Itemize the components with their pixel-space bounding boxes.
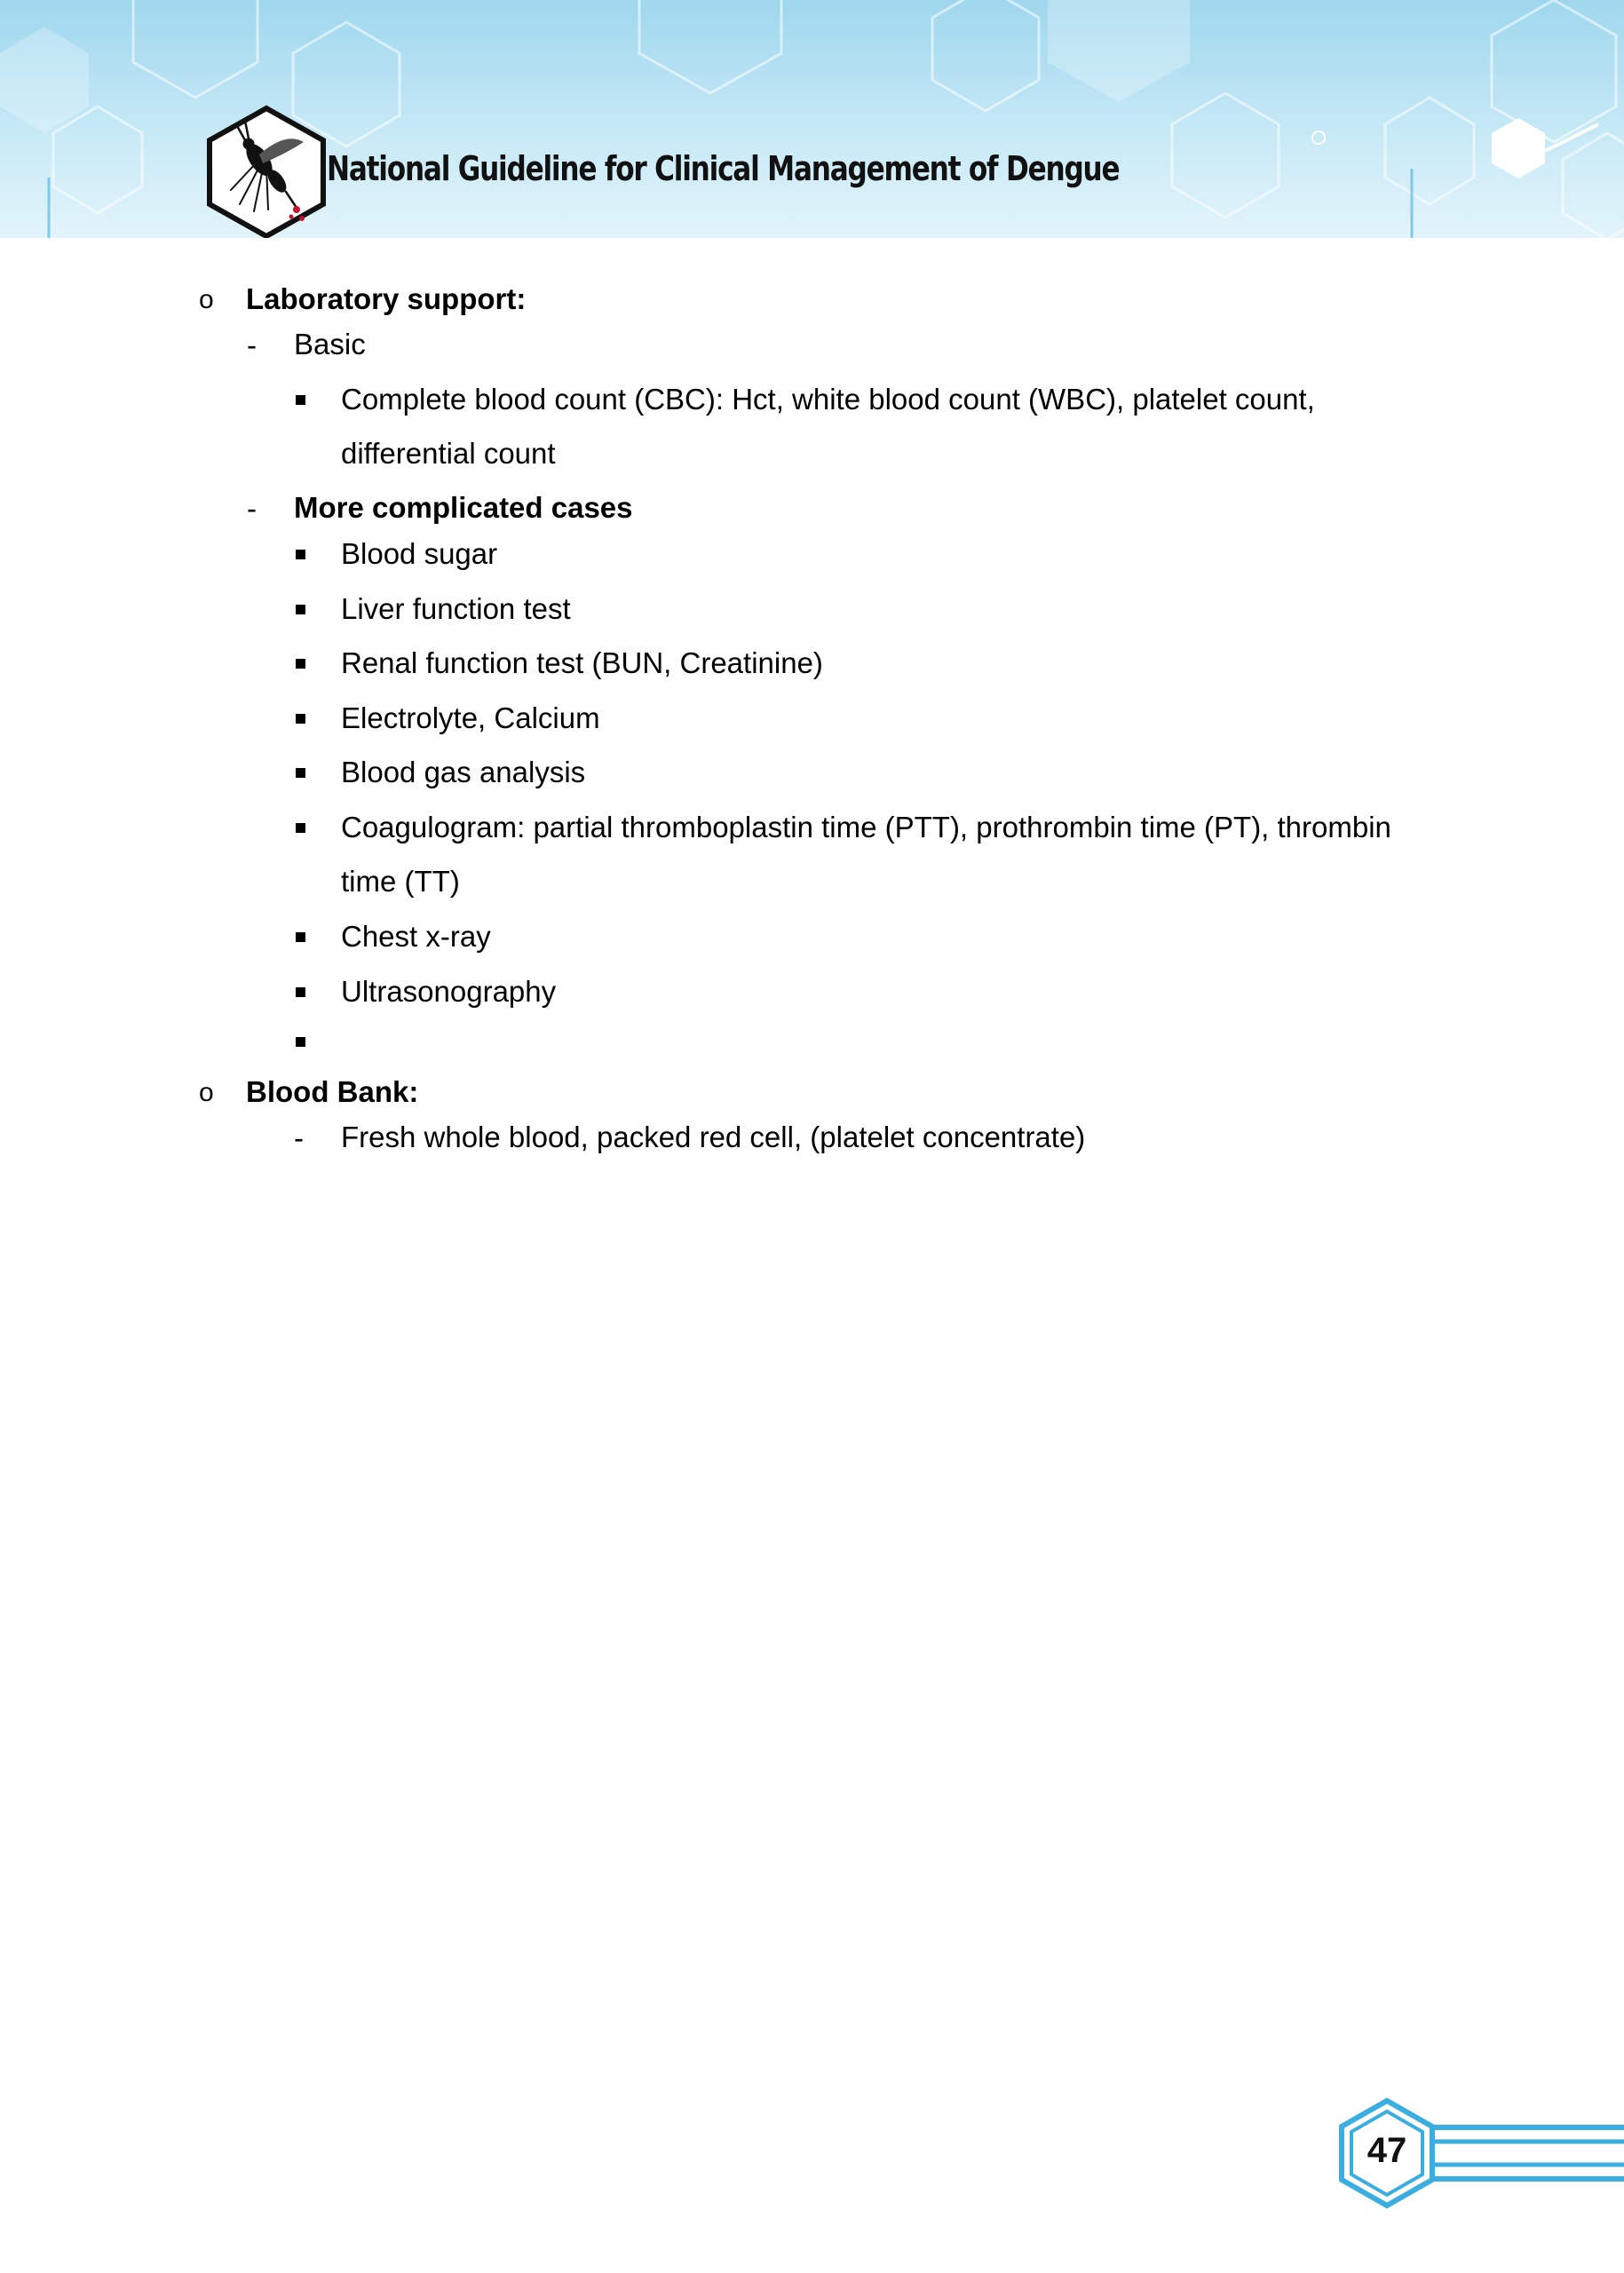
square-bullet-icon: [296, 823, 305, 833]
square-bullet-icon: [296, 395, 305, 405]
list-item: Complete blood count (CBC): Hct, white blood count (WBC), platelet count,: [341, 383, 1315, 416]
list-item: Liver function test: [341, 592, 571, 625]
square-bullet-icon: [296, 768, 305, 778]
subsection-label: More complicated cases: [294, 491, 633, 524]
square-bullet-icon: [296, 659, 305, 669]
list-item: Fresh whole blood, packed red cell, (platelet concentrate): [341, 1121, 1086, 1153]
square-bullet-icon: [296, 1037, 305, 1047]
page-header: [0, 0, 1624, 238]
document-title: National Guideline for Clinical Management of Dengue: [327, 149, 1120, 188]
list-item: Coagulogram: partial thromboplastin time (PTT), prothrombin time (PT), thrombin: [341, 811, 1391, 843]
square-bullet-icon: [296, 605, 305, 614]
list-item-continuation: differential count: [341, 437, 556, 470]
section-heading: Blood Bank:: [246, 1075, 419, 1108]
circle-bullet-icon: o: [199, 285, 214, 314]
circle-bullet-icon: o: [199, 1078, 214, 1107]
square-bullet-icon: [296, 932, 305, 942]
dash-bullet-icon: -: [247, 329, 257, 361]
subsection-label: Basic: [294, 328, 366, 360]
page-number: 47: [1367, 2131, 1407, 2170]
list-item: Blood gas analysis: [341, 756, 586, 788]
dash-bullet-icon: -: [294, 1121, 304, 1154]
list-item-continuation: time (TT): [341, 865, 460, 898]
dash-bullet-icon: -: [247, 492, 257, 525]
list-item: Electrolyte, Calcium: [341, 701, 600, 734]
square-bullet-icon: [296, 987, 305, 997]
square-bullet-icon: [296, 550, 305, 559]
mosquito-hexagon-icon: [204, 105, 329, 238]
list-item: Ultrasonography: [341, 975, 557, 1008]
section-heading: Laboratory support:: [246, 282, 527, 315]
square-bullet-icon: [296, 714, 305, 724]
list-item: Blood sugar: [341, 537, 498, 570]
list-item: Renal function test (BUN, Creatinine): [341, 646, 823, 679]
list-item: Chest x-ray: [341, 920, 491, 953]
